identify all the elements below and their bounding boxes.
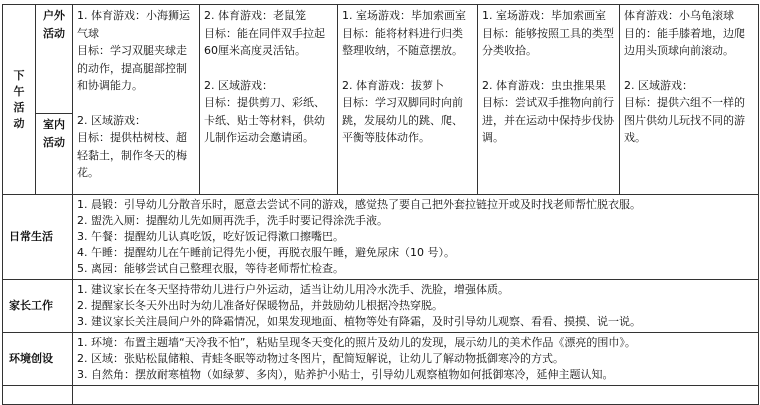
- day2-indoor-goal: 目标：提供剪刀、彩纸、卡纸、贴士等材料，供幼儿制作运动会邀请函。: [204, 96, 325, 144]
- outdoor-activity-header: [36, 5, 73, 114]
- daily-life-item: 5. 离园：能够尝试自己整理衣服，等待老师帮忙检查。: [77, 262, 344, 275]
- day5-indoor-title: 2. 区域游戏：: [624, 78, 693, 92]
- indoor-activity-label: 室内活动: [43, 118, 65, 149]
- day5-afternoon-cell: [620, 5, 759, 195]
- day3-indoor-goal: 目标：学习双脚同时向前跳，发展幼儿的跳、爬、平衡等肢体动作。: [342, 96, 463, 144]
- parent-work-header: 家长工作: [3, 280, 73, 333]
- day1-afternoon-cell: [73, 5, 200, 195]
- environment-content: [73, 333, 759, 386]
- daily-life-header: 日常生活: [3, 195, 73, 280]
- parent-work-row: [3, 280, 759, 333]
- day4-indoor-title: 2. 体育游戏：虫虫推果果: [482, 78, 606, 92]
- day5-outdoor-title: 体育游戏：小乌龟滚球: [624, 9, 734, 22]
- day3-afternoon-cell: [338, 5, 478, 195]
- empty-cell: [3, 386, 73, 405]
- day5-outdoor-goal: 目的：能手膝着地，边爬边用头顶球向前滚动。: [624, 26, 745, 57]
- day1-indoor-title: 2. 区域游戏：: [77, 113, 146, 127]
- day5-indoor-goal: 目标：提供六组不一样的图片供幼儿玩找不同的游戏。: [624, 96, 745, 144]
- parent-work-content: [73, 280, 759, 333]
- day2-indoor-title: 2. 区域游戏：: [204, 78, 273, 92]
- day2-outdoor-title: 2. 体育游戏：老鼠笼: [204, 9, 306, 22]
- daily-life-row: [3, 195, 759, 280]
- day3-outdoor-goal: 目标：能将材料进行归类整理收纳，不随意摆放。: [342, 26, 463, 57]
- afternoon-activity-label: 下午活动: [13, 68, 25, 130]
- parent-work-item: 1. 建议家长在冬天坚持带幼儿进行户外运动，适当让幼儿用冷水洗手、洗脸，增强体质。: [77, 283, 509, 296]
- day3-outdoor-title: 1. 室场游戏：毕加索画室: [342, 9, 466, 22]
- parent-work-item: 2. 提醒家长冬天外出时为幼儿准备好保暖物品，并鼓励幼儿根据冷热穿脱。: [77, 299, 443, 312]
- afternoon-outdoor-row: [3, 5, 759, 114]
- daily-life-content: [73, 195, 759, 280]
- environment-header: 环境创设: [3, 333, 73, 386]
- day3-indoor-title: 2. 体育游戏：拔萝卜: [342, 78, 444, 92]
- weekly-plan-table: [2, 4, 759, 405]
- indoor-activity-header: [36, 114, 73, 195]
- environment-item: 2. 区域：张贴松鼠储粮、青蛙冬眠等动物过冬图片，配简短解说，让幼儿了解动物抵御寒冷的方式。: [77, 352, 564, 365]
- outdoor-activity-label: 户外活动: [43, 9, 65, 40]
- environment-item: 3. 自然角：摆放耐寒植物（如绿萝、多肉），贴养护小贴士，引导幼儿观察植物如何抵御寒冷，延伸主题认知。: [77, 368, 614, 381]
- parent-work-item: 3. 建议家长关注晨间户外的降霜情况，如果发现地面、植物等处有降霜，及时引导幼儿观察、看看、摸摸、说一说。: [77, 315, 641, 328]
- day4-outdoor-title: 1. 室场游戏：毕加索画室: [482, 9, 606, 22]
- day1-outdoor-title: 1. 体育游戏：小海狮运气球: [77, 9, 190, 40]
- afternoon-activity-header: [3, 5, 36, 195]
- day2-outdoor-goal: 目标：能在同伴双手拉起60厘米高度灵活钻。: [204, 26, 325, 57]
- day4-afternoon-cell: [478, 5, 620, 195]
- day2-afternoon-cell: [200, 5, 338, 195]
- day1-indoor-goal: 目标：提供枯树枝、超轻黏土，制作冬天的梅花。: [77, 131, 187, 179]
- environment-item: 1. 环境：布置主题墙“天冷我不怕”，粘贴呈现冬天变化的照片及幼儿的发现，展示幼儿的美术作品《漂亮的围巾》。: [77, 336, 636, 349]
- empty-trailing-row: [3, 386, 759, 405]
- daily-life-item: 2. 盥洗入厕：提醒幼儿先如厕再洗手，洗手时要记得涂洗手液。: [77, 214, 388, 227]
- daily-life-item: 3. 午餐：提醒幼儿认真吃饭，吃好饭记得漱口擦嘴巴。: [77, 230, 344, 243]
- day4-indoor-goal: 目标：尝试双手推物向前行进，并在运动中保持步伐协调。: [482, 96, 614, 144]
- daily-life-item: 1. 晨锻：引导幼儿分散音乐时，愿意去尝试不同的游戏，感觉热了要自己把外套拉链拉开或及时找老师帮忙脱衣服。: [77, 198, 641, 211]
- environment-row: [3, 333, 759, 386]
- daily-life-item: 4. 午睡：提醒幼儿在午睡前记得先小便，再脱衣服午睡，避免尿床（10 号）。: [77, 246, 455, 259]
- day1-outdoor-goal: 目标：学习双腿夹球走的动作，提高腿部控制和协调能力。: [77, 44, 187, 92]
- empty-cell: [73, 386, 759, 405]
- day4-outdoor-goal: 目标：能够按照工具的类型分类收拾。: [482, 26, 614, 57]
